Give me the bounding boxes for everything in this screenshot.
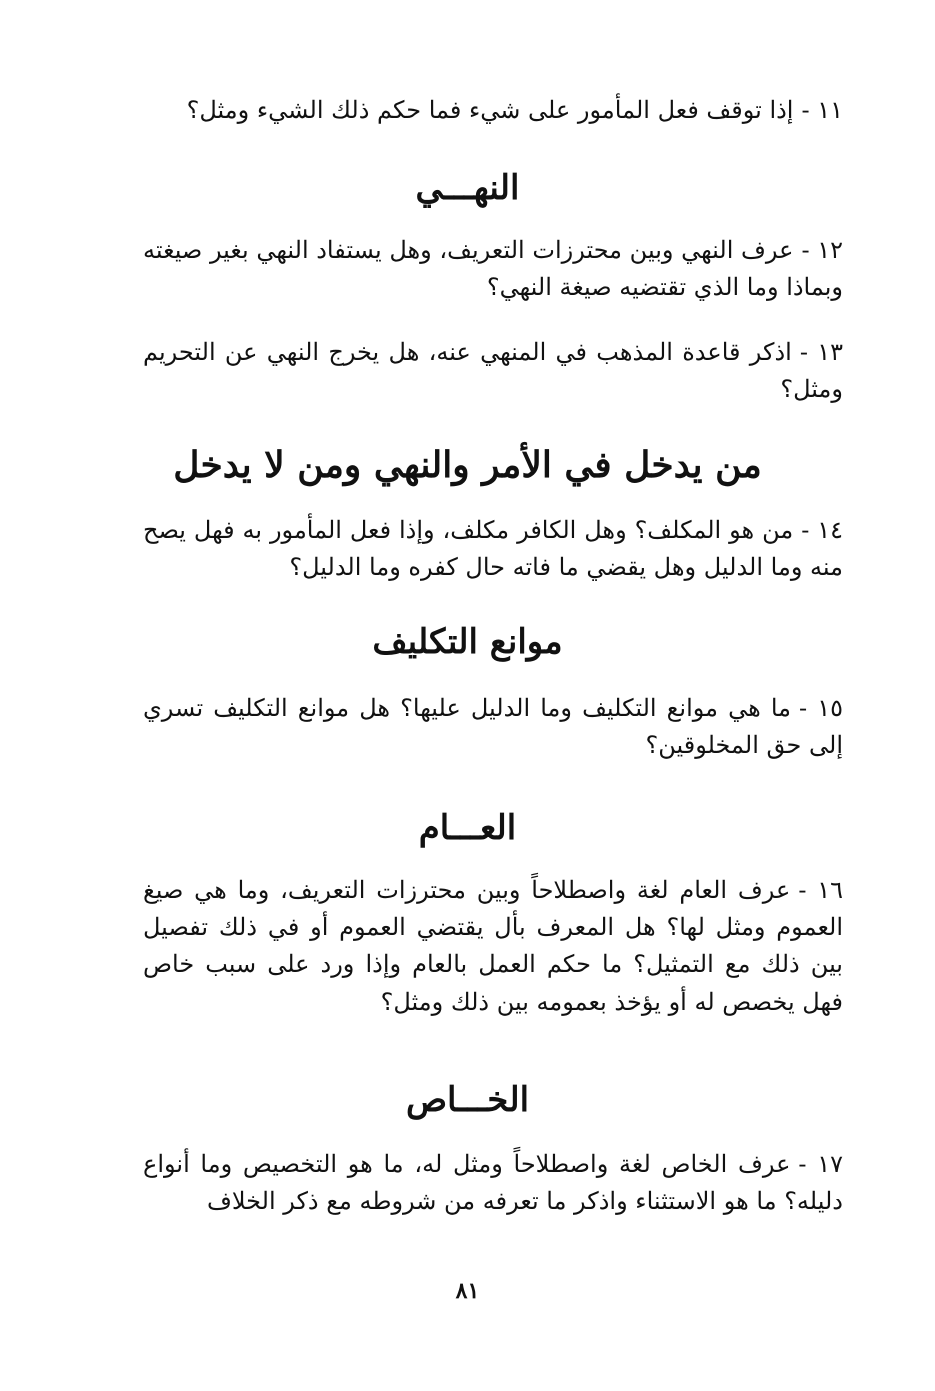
question-14: [143, 512, 843, 586]
section-heading-aam: العـــام: [418, 808, 517, 848]
question-number: ١٣ -: [799, 338, 843, 366]
question-text: إذا توقف فعل المأمور على شيء فما حكم ذلك الشيء ومثل؟: [186, 96, 794, 124]
question-text: عرف العام لغة واصطلاحاً وبين محترزات التعريف، وما هي صيغ العموم ومثل لها؟ هل المعرف بأل يقتضي العموم أو في ذلك تفصيل بين ذلك مع التمثيل؟ ما حكم العمل بالعام وإذا ورد على سبب خاص فهل يخصص له أو يؤخذ بعمومه بين ذلك ومثل؟: [143, 876, 843, 1016]
question-number: ١٧ -: [798, 1150, 843, 1178]
question-number: ١٢ -: [801, 236, 843, 264]
section-heading-khas: الخـــاص: [405, 1080, 530, 1120]
question-16: [143, 872, 843, 1021]
question-number: ١٦ -: [798, 876, 843, 904]
question-12: [143, 232, 843, 306]
question-text: اذكر قاعدة المذهب في المنهي عنه، هل يخرج النهي عن التحريم ومثل؟: [143, 338, 843, 404]
question-17: [143, 1146, 843, 1220]
question-number: ١١ -: [801, 96, 843, 124]
question-11: [143, 92, 843, 129]
question-number: ١٤ -: [801, 516, 843, 544]
question-13: [143, 334, 843, 408]
question-text: عرف النهي وبين محترزات التعريف، وهل يستفاد النهي بغير صيغته وبماذا وما الذي تقتضيه صيغة النهي؟: [143, 236, 843, 302]
section-heading-mawani: موانع التكليف: [372, 622, 563, 662]
section-heading-who-enters: من يدخل في الأمر والنهي ومن لا يدخل: [173, 444, 762, 486]
question-text: من هو المكلف؟ وهل الكافر مكلف، وإذا فعل المأمور به فهل يصح منه وما الدليل وهل يقضي ما فاته حال كفره وما الدليل؟: [143, 516, 843, 582]
section-heading-nahy: النهـــي: [415, 168, 520, 208]
question-15: [143, 690, 843, 764]
question-text: ما هي موانع التكليف وما الدليل عليها؟ هل موانع التكليف تسري إلى حق المخلوقين؟: [143, 694, 843, 760]
page-number: ٨١: [455, 1278, 480, 1304]
question-text: عرف الخاص لغة واصطلاحاً ومثل له، ما هو التخصيص وما أنواع دليله؟ ما هو الاستثناء واذكر ما تعرفه من شروطه مع ذكر الخلاف: [143, 1150, 843, 1216]
question-number: ١٥ -: [799, 694, 843, 722]
